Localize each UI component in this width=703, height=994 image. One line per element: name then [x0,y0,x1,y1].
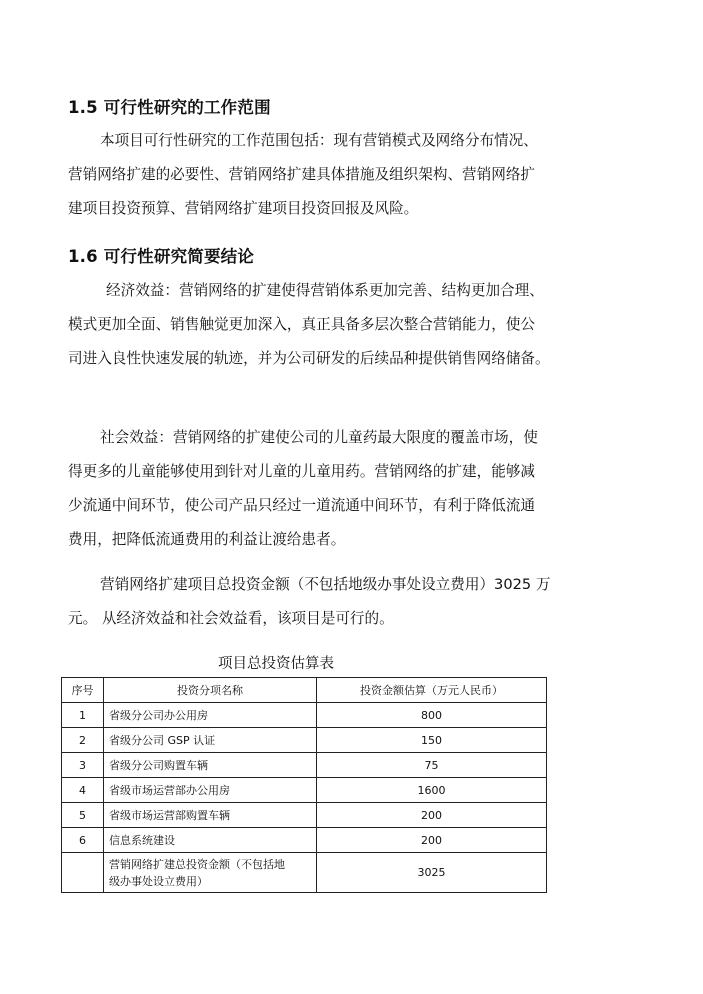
economic-benefit-paragraph [68,274,618,376]
table-row [62,778,547,803]
paragraph-line: 营销网络扩建的必要性、营销网络扩建具体措施及组织架构、营销网络扩 [68,166,536,183]
section-1-6-heading: 1.6 可行性研究简要结论 [68,247,255,266]
row-no: 2 [62,728,104,753]
row-name: 省级市场运营部购置车辆 [104,803,317,828]
paragraph-line: 元。 从经济效益和社会效益看，该项目是可行的。 [68,610,394,627]
header-name: 投资分项名称 [104,678,317,703]
row-name: 省级分公司办公用房 [104,703,317,728]
paragraph-line: 少流通中间环节，使公司产品只经过一道流通中间环节，有利于降低流通 [68,497,536,514]
row-name: 省级市场运营部办公用房 [104,778,317,803]
row-amount: 150 [317,728,547,753]
table-header-row [62,678,547,703]
row-name: 省级分公司购置车辆 [104,753,317,778]
row-amount: 1600 [317,778,547,803]
row-no: 1 [62,703,104,728]
investment-table [61,677,547,893]
paragraph-line: 得更多的儿童能够使用到针对儿童的儿童用药。营销网络的扩建，能够减 [68,463,536,480]
paragraph-line: 本项目可行性研究的工作范围包括：现有营销模式及网络分布情况、 [100,132,538,149]
total-row-name-line: 级办事处设立费用） [109,874,208,888]
header-no: 序号 [62,678,104,703]
social-benefit-paragraph [68,421,618,557]
row-amount: 200 [317,803,547,828]
row-no: 4 [62,778,104,803]
row-name: 省级分公司 GSP 认证 [104,728,317,753]
row-amount: 75 [317,753,547,778]
paragraph-line: 模式更加全面、销售触觉更加深入，真正具备多层次整合营销能力，使公 [68,316,536,333]
section-1-5-paragraph [68,124,618,226]
paragraph-line: 营销网络扩建项目总投资金额（不包括地级办事处设立费用）3025 万 [100,576,551,593]
table-row [62,703,547,728]
table-row [62,728,547,753]
table-caption: 项目总投资估算表 [218,656,334,672]
paragraph-line: 社会效益：营销网络的扩建使公司的儿童药最大限度的覆盖市场，使 [100,429,538,446]
table-total-row [62,853,547,893]
header-amount: 投资金额估算（万元人民币） [317,678,547,703]
paragraph-line: 建项目投资预算、营销网络扩建项目投资回报及风险。 [68,200,419,217]
row-no: 6 [62,828,104,853]
paragraph-line: 司进入良性快速发展的轨迹，并为公司研发的后续品种提供销售网络储备。 [68,350,550,367]
paragraph-line: 费用，把降低流通费用的利益让渡给患者。 [68,531,346,548]
row-no: 3 [62,753,104,778]
table-row [62,803,547,828]
total-row-name [104,853,317,893]
total-row-amount: 3025 [317,853,547,893]
total-row-no [62,853,104,893]
row-amount: 200 [317,828,547,853]
row-name: 信息系统建设 [104,828,317,853]
row-amount: 800 [317,703,547,728]
table-row [62,828,547,853]
row-no: 5 [62,803,104,828]
total-investment-paragraph [68,568,618,636]
paragraph-line: 经济效益：营销网络的扩建使得营销体系更加完善、结构更加合理、 [106,282,544,299]
total-row-name-line: 营销网络扩建总投资金额（不包括地 [109,857,285,871]
section-1-5-heading: 1.5 可行性研究的工作范围 [68,98,271,117]
table-row [62,753,547,778]
